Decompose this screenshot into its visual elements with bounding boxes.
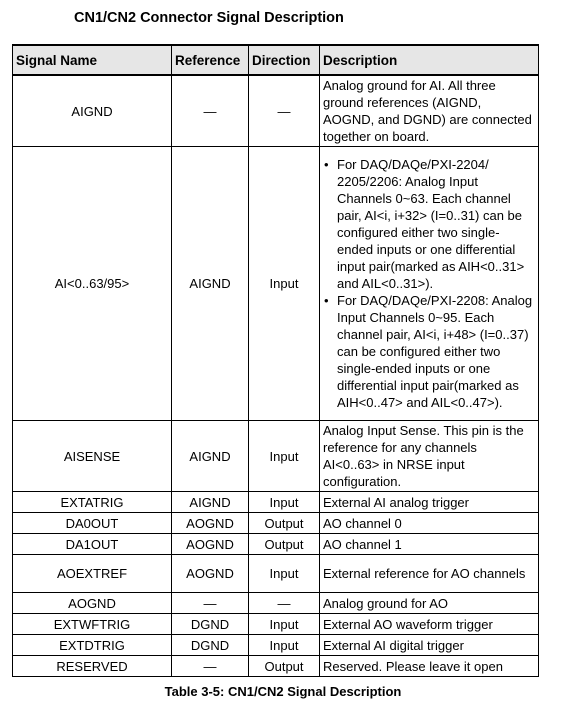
reference-cell: DGND [172,635,249,656]
description-cell: AO channel 0 [320,513,539,534]
description-cell: External AI analog trigger [320,492,539,513]
reference-cell: — [172,75,249,147]
description-cell: Analog Input Sense. This pin is the reference for any channels AI<0..63> in NRSE input configuration. [320,421,539,492]
direction-cell: Input [249,635,320,656]
signal-name-cell: EXTDTRIG [13,635,172,656]
direction-cell: Input [249,555,320,593]
reference-cell: — [172,656,249,677]
section-title: CN1/CN2 Connector Signal Description [74,10,344,26]
description-cell: Analog ground for AI. All three ground references (AIGND, AOGND, and DGND) are connected together on board. [320,75,539,147]
signal-name-cell: RESERVED [13,656,172,677]
direction-cell: Output [249,534,320,555]
reference-cell: AOGND [172,513,249,534]
description-cell: Analog ground for AO [320,593,539,614]
description-bullet: • For DAQ/DAQe/PXI-2204/ 2205/2206: Analog Input Channels 0~63. Each channel pair, AI<i, i+32> (I=0..31) can be configured either two single-ended inputs or one differential input pair(marked as AIH<0..31> and AIL<0..31>). [337,156,535,292]
header-direction: Direction [249,45,320,75]
reference-cell: AIGND [172,421,249,492]
direction-cell: — [249,593,320,614]
table-row [13,593,539,614]
table-row [13,614,539,635]
table-caption: Table 3-5: CN1/CN2 Signal Description [164,684,402,699]
direction-cell: Input [249,492,320,513]
description-cell: External reference for AO channels [320,555,539,593]
header-reference: Reference [172,45,249,75]
description-cell: External AI digital trigger [320,635,539,656]
table-row [13,635,539,656]
description-bullet-list [323,156,535,411]
signal-name-cell: AI<0..63/95> [13,147,172,421]
table-row [13,513,539,534]
reference-cell: AIGND [172,147,249,421]
signal-name-cell: AOGND [13,593,172,614]
table-header-row [13,45,539,75]
direction-cell: Output [249,656,320,677]
signal-name-cell: EXTATRIG [13,492,172,513]
signal-name-cell: EXTWFTRIG [13,614,172,635]
reference-cell: DGND [172,614,249,635]
description-cell: AO channel 1 [320,534,539,555]
signal-name-cell: DA1OUT [13,534,172,555]
table-row [13,492,539,513]
table-row [13,534,539,555]
table-row [13,555,539,593]
signal-name-cell: AOEXTREF [13,555,172,593]
table-row [13,147,539,421]
direction-cell: Input [249,614,320,635]
direction-cell: Input [249,421,320,492]
reference-cell: AIGND [172,492,249,513]
description-cell: Reserved. Please leave it open [320,656,539,677]
reference-cell: AOGND [172,555,249,593]
reference-cell: — [172,593,249,614]
description-cell: External AO waveform trigger [320,614,539,635]
description-cell [320,147,539,421]
reference-cell: AOGND [172,534,249,555]
header-signal-name: Signal Name [13,45,172,75]
table-row [13,75,539,147]
header-description: Description [320,45,539,75]
table-row [13,421,539,492]
description-bullet: • For DAQ/DAQe/PXI-2208: Analog Input Channels 0~95. Each channel pair, AI<i, i+48> (I=0..37) can be configured either two single-ended inputs or one differential input pair(marked as AIH<0..47> and AIL<0..47>). [337,292,535,411]
direction-cell: — [249,75,320,147]
table-row [13,656,539,677]
direction-cell: Output [249,513,320,534]
direction-cell: Input [249,147,320,421]
signal-name-cell: AIGND [13,75,172,147]
signal-name-cell: AISENSE [13,421,172,492]
signal-name-cell: DA0OUT [13,513,172,534]
signal-table [12,44,539,677]
